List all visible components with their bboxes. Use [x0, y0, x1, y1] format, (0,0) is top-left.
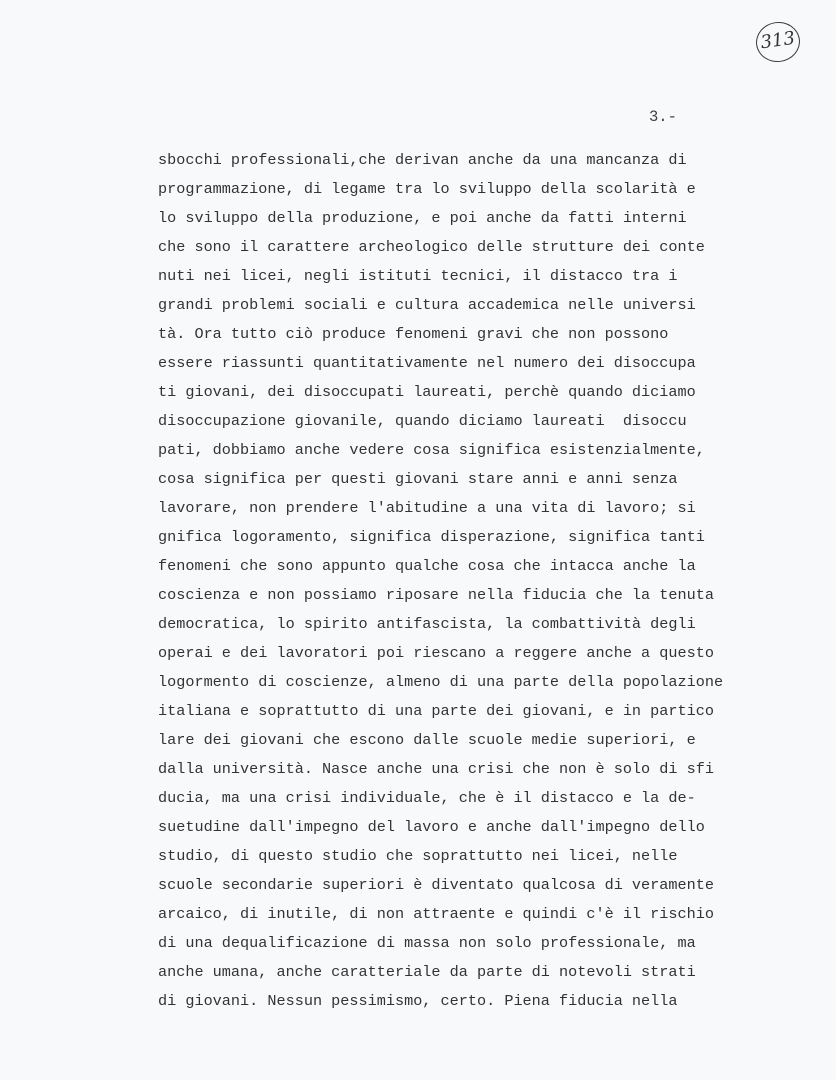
text-line: suetudine dall'impegno del lavoro e anche dall'impegno dello [158, 818, 705, 836]
typed-text-body [158, 146, 798, 1016]
text-line: nuti nei licei, negli istituti tecnici, il distacco tra i [158, 267, 678, 285]
text-line: cosa significa per questi giovani stare anni e anni senza [158, 470, 678, 488]
text-line: sbocchi professionali,che derivan anche da una mancanza di [158, 151, 687, 169]
text-line: studio, di questo studio che soprattutto nei licei, nelle [158, 847, 678, 865]
page-stamp-number: 313 [759, 27, 797, 54]
text-line: democratica, lo spirito antifascista, la combattività degli [158, 615, 696, 633]
text-line: scuole secondarie superiori è diventato qualcosa di veramente [158, 876, 714, 894]
page-stamp [753, 19, 802, 65]
text-line: di una dequalificazione di massa non solo professionale, ma [158, 934, 696, 952]
text-line: grandi problemi sociali e cultura accademica nelle universi [158, 296, 696, 314]
text-line: ducia, ma una crisi individuale, che è il distacco e la de- [158, 789, 696, 807]
text-line: dalla università. Nasce anche una crisi che non è solo di sfi [158, 760, 714, 778]
text-line: operai e dei lavoratori poi riescano a reggere anche a questo [158, 644, 714, 662]
text-line: anche umana, anche caratteriale da parte di notevoli strati [158, 963, 696, 981]
text-line: disoccupazione giovanile, quando diciamo laureati disoccu [158, 412, 687, 430]
text-line: arcaico, di inutile, di non attraente e quindi c'è il rischio [158, 905, 714, 923]
text-line: pati, dobbiamo anche vedere cosa significa esistenzialmente, [158, 441, 705, 459]
text-line: di giovani. Nessun pessimismo, certo. Piena fiducia nella [158, 992, 678, 1010]
text-line: italiana e soprattutto di una parte dei giovani, e in partico [158, 702, 714, 720]
text-line: fenomeni che sono appunto qualche cosa che intacca anche la [158, 557, 696, 575]
text-line: lo sviluppo della produzione, e poi anche da fatti interni [158, 209, 687, 227]
text-line: che sono il carattere archeologico delle strutture dei conte [158, 238, 705, 256]
text-line: gnifica logoramento, significa disperazione, significa tanti [158, 528, 705, 546]
text-line: coscienza e non possiamo riposare nella fiducia che la tenuta [158, 586, 714, 604]
text-line: ti giovani, dei disoccupati laureati, perchè quando diciamo [158, 383, 696, 401]
text-line: logormento di coscienze, almeno di una parte della popolazione [158, 673, 724, 691]
text-line: tà. Ora tutto ciò produce fenomeni gravi che non possono [158, 325, 669, 343]
text-line: programmazione, di legame tra lo sviluppo della scolarità e [158, 180, 696, 198]
page-number: 3.- [649, 108, 677, 126]
text-line: lavorare, non prendere l'abitudine a una vita di lavoro; si [158, 499, 696, 517]
text-line: lare dei giovani che escono dalle scuole medie superiori, e [158, 731, 696, 749]
text-line: essere riassunti quantitativamente nel numero dei disoccupa [158, 354, 696, 372]
